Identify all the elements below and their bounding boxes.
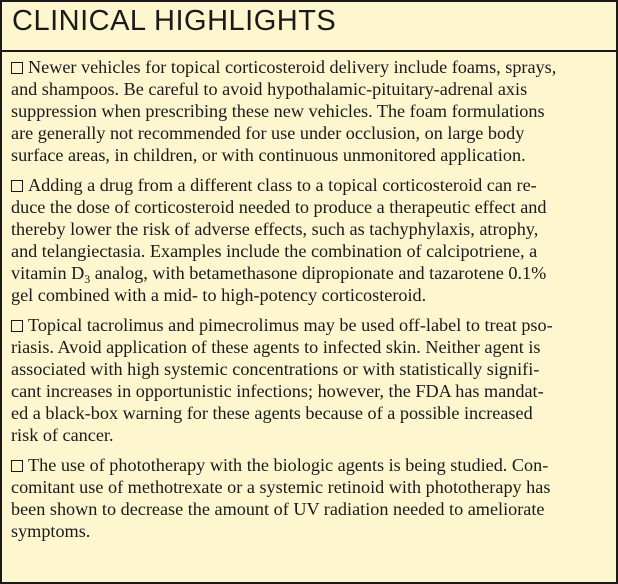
checkbox-icon (11, 460, 23, 472)
highlight-item-tacrolimus (11, 314, 609, 446)
highlights-content (11, 56, 609, 542)
line: comitant use of methotrexate or a systemic retinoid with phototherapy has (11, 477, 551, 497)
line: associated with high systemic concentrations or with statistically signifi- (11, 359, 540, 379)
line: suppression when prescribing these new vehicles. The foam formulations (11, 101, 545, 121)
line: gel combined with a mid- to high-potency corticosteroid. (11, 285, 427, 305)
line: and telangiectasia. Examples include the combination of calcipotriene, a (11, 241, 538, 261)
line: duce the dose of corticosteroid needed to produce a therapeutic effect and (11, 197, 547, 217)
vitamin-suffix: analog, with betamethasone dipropionate and tazarotene 0.1% (90, 263, 547, 283)
vitamin-prefix: vitamin D (11, 263, 85, 283)
checkbox-icon (11, 180, 23, 192)
box-title: CLINICAL HIGHLIGHTS (12, 5, 337, 37)
line: surface areas, in children, or with continuous unmonitored application. (11, 145, 526, 165)
line: thereby lower the risk of adverse effects, such as tachyphylaxis, atrophy, (11, 219, 539, 239)
line: Newer vehicles for topical corticosteroid delivery include foams, sprays, (28, 57, 557, 77)
highlight-item-vehicles (11, 56, 609, 166)
subscript: 3 (84, 272, 91, 286)
line: symptoms. (11, 521, 91, 541)
line: and shampoos. Be careful to avoid hypothalamic-pituitary-adrenal axis (11, 79, 528, 99)
line: been shown to decrease the amount of UV radiation needed to ameliorate (11, 499, 545, 519)
checkbox-icon (11, 62, 23, 74)
line: Topical tacrolimus and pimecrolimus may be used off-label to treat pso- (28, 315, 553, 335)
line: cant increases in opportunistic infections; however, the FDA has mandat- (11, 381, 544, 401)
title-bar (2, 2, 616, 52)
line: The use of phototherapy with the biologic agents is being studied. Con- (28, 455, 549, 475)
line: ed a black-box warning for these agents because of a possible increased (11, 403, 533, 423)
line: riasis. Avoid application of these agents to infected skin. Neither agent is (11, 337, 541, 357)
line: are generally not recommended for use under occlusion, on large body (11, 123, 525, 143)
checkbox-icon (11, 320, 23, 332)
highlight-item-phototherapy (11, 454, 609, 542)
line: Adding a drug from a different class to a topical corticosteroid can re- (28, 175, 537, 195)
highlight-item-combination (11, 174, 609, 306)
line: risk of cancer. (11, 425, 114, 445)
